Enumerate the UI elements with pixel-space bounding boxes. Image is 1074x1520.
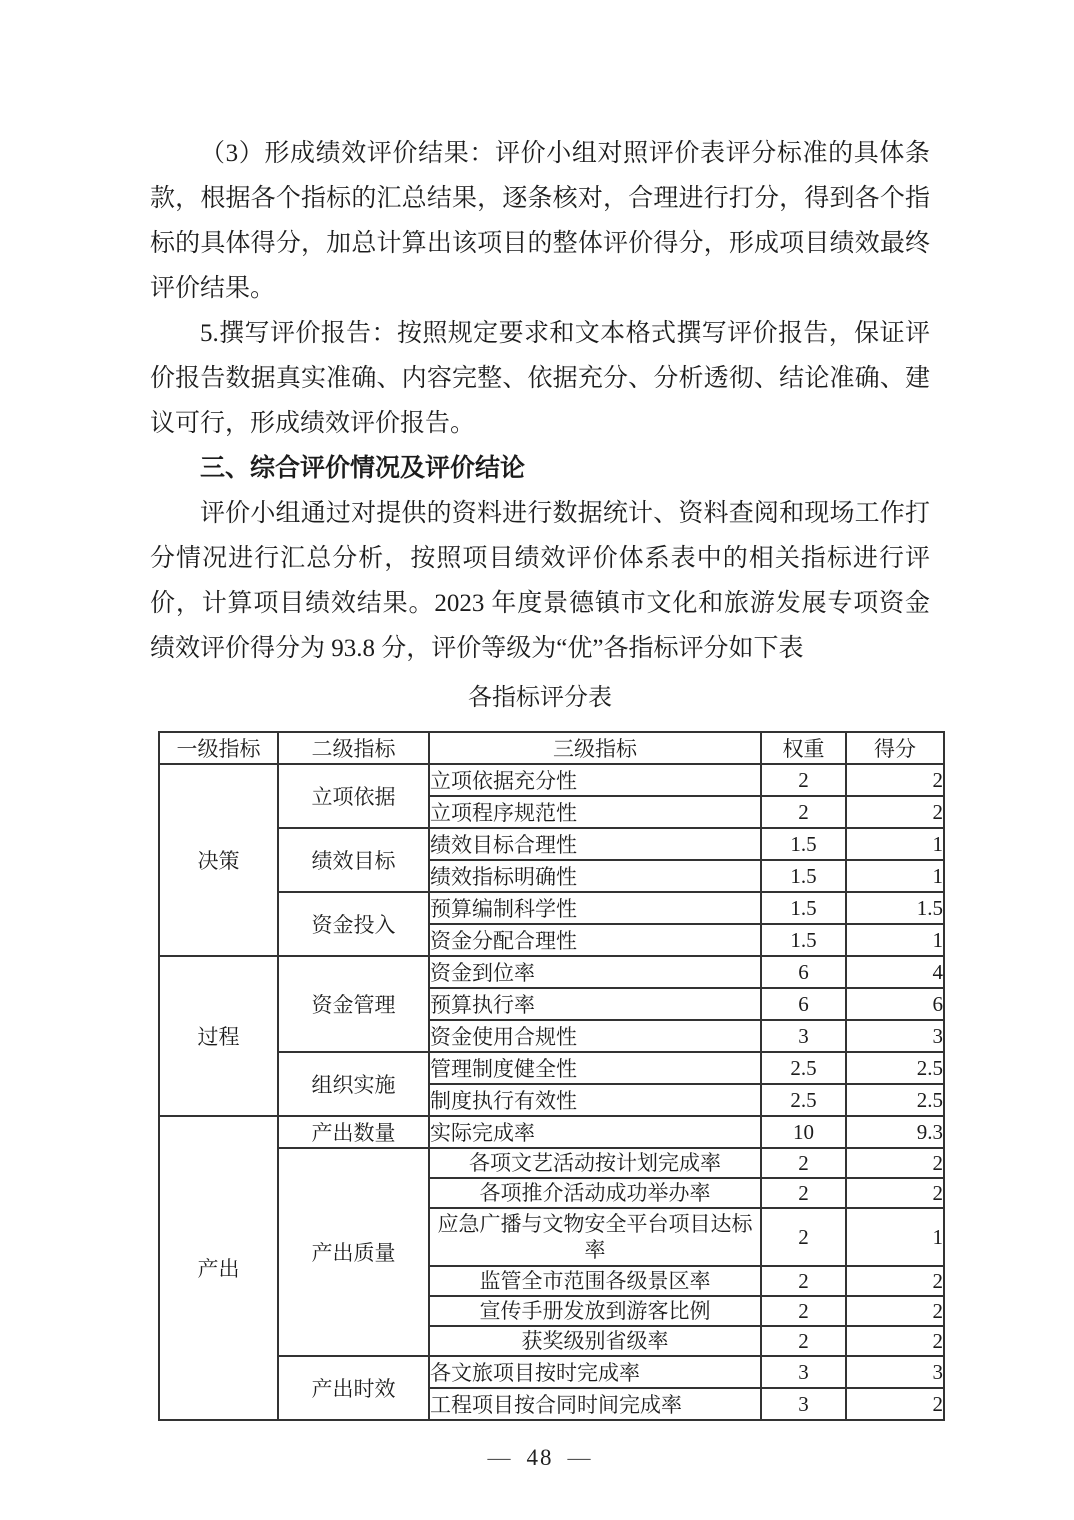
score-cell: 3	[846, 1020, 944, 1052]
footer-dash-left: —	[487, 1445, 513, 1470]
score-cell: 2.5	[846, 1084, 944, 1116]
weight-cell: 1.5	[761, 828, 846, 860]
score-cell: 2	[846, 1326, 944, 1356]
level2-cell: 资金管理	[278, 956, 429, 1052]
paragraph-1: （3）形成绩效评价结果：评价小组对照评价表评分标准的具体条款，根据各个指标的汇总结果，逐条核对，合理进行打分，得到各个指标的具体得分，加总计算出该项目的整体评价得分，形成项目绩效最终评价结果。	[150, 140, 930, 302]
score-cell: 9.3	[846, 1116, 944, 1148]
score-cell: 2.5	[846, 1052, 944, 1084]
level3-cell: 监管全市范围各级景区率	[429, 1266, 761, 1296]
level3-cell: 管理制度健全性	[429, 1052, 761, 1084]
level3-cell: 应急广播与文物安全平台项目达标率	[429, 1208, 761, 1266]
level3-cell: 资金使用合规性	[429, 1020, 761, 1052]
level2-cell: 产出数量	[278, 1116, 429, 1148]
level2-cell: 立项依据	[278, 764, 429, 828]
table-title: 各指标评分表	[468, 685, 612, 711]
score-cell: 2	[846, 1178, 944, 1208]
weight-cell: 2	[761, 1296, 846, 1326]
weight-cell: 2	[761, 796, 846, 828]
weight-cell: 2	[761, 1326, 846, 1356]
level2-cell: 资金投入	[278, 892, 429, 956]
header-level3: 三级指标	[429, 732, 761, 764]
score-cell: 2	[846, 1148, 944, 1178]
score-cell: 2	[846, 1388, 944, 1420]
score-cell: 4	[846, 956, 944, 988]
score-cell: 2	[846, 796, 944, 828]
level3-cell: 实际完成率	[429, 1116, 761, 1148]
page-number: 48	[526, 1445, 554, 1470]
weight-cell: 6	[761, 956, 846, 988]
score-cell: 1	[846, 828, 944, 860]
weight-cell: 1.5	[761, 892, 846, 924]
weight-cell: 2	[761, 1178, 846, 1208]
level3-cell: 获奖级别省级率	[429, 1326, 761, 1356]
paragraph-2: 5.撰写评价报告：按照规定要求和文本格式撰写评价报告，保证评价报告数据真实准确、内容完整、依据充分、分析透彻、结论准确、建议可行，形成绩效评价报告。	[150, 320, 930, 437]
table-header-row	[159, 732, 944, 764]
weight-cell: 2	[761, 1266, 846, 1296]
level1-cell: 决策	[159, 764, 278, 956]
level3-cell: 制度执行有效性	[429, 1084, 761, 1116]
weight-cell: 3	[761, 1356, 846, 1388]
score-cell: 2	[846, 1266, 944, 1296]
table-row	[159, 956, 944, 988]
header-level2: 二级指标	[278, 732, 429, 764]
score-table	[158, 731, 945, 1421]
level3-cell: 预算编制科学性	[429, 892, 761, 924]
section-heading: 三、综合评价情况及评价结论	[200, 455, 526, 482]
score-cell: 2	[846, 1296, 944, 1326]
level2-cell: 产出质量	[278, 1148, 429, 1356]
level3-cell: 资金到位率	[429, 956, 761, 988]
level3-cell: 绩效目标合理性	[429, 828, 761, 860]
header-level1: 一级指标	[159, 732, 278, 764]
level3-cell: 绩效指标明确性	[429, 860, 761, 892]
page-footer	[150, 1443, 930, 1473]
weight-cell: 1.5	[761, 860, 846, 892]
level3-cell: 工程项目按合同时间完成率	[429, 1388, 761, 1420]
level2-cell: 组织实施	[278, 1052, 429, 1116]
level3-cell: 各项推介活动成功举办率	[429, 1178, 761, 1208]
level3-cell: 资金分配合理性	[429, 924, 761, 956]
weight-cell: 2	[761, 1148, 846, 1178]
level3-cell: 各项文艺活动按计划完成率	[429, 1148, 761, 1178]
level1-cell: 产出	[159, 1116, 278, 1420]
footer-dash-right: —	[567, 1445, 593, 1470]
weight-cell: 2	[761, 764, 846, 796]
weight-cell: 10	[761, 1116, 846, 1148]
score-cell: 3	[846, 1356, 944, 1388]
weight-cell: 2.5	[761, 1084, 846, 1116]
level3-cell: 预算执行率	[429, 988, 761, 1020]
level2-cell: 产出时效	[278, 1356, 429, 1420]
weight-cell: 3	[761, 1388, 846, 1420]
header-score: 得分	[846, 732, 944, 764]
level3-cell: 各文旅项目按时完成率	[429, 1356, 761, 1388]
table-row	[159, 764, 944, 796]
score-cell: 1	[846, 1208, 944, 1266]
level3-cell: 宣传手册发放到游客比例	[429, 1296, 761, 1326]
score-cell: 2	[846, 764, 944, 796]
score-cell: 1.5	[846, 892, 944, 924]
header-weight: 权重	[761, 732, 846, 764]
score-cell: 1	[846, 860, 944, 892]
weight-cell: 3	[761, 1020, 846, 1052]
score-cell: 6	[846, 988, 944, 1020]
weight-cell: 1.5	[761, 924, 846, 956]
score-cell: 1	[846, 924, 944, 956]
paragraph-3: 评价小组通过对提供的资料进行数据统计、资料查阅和现场工作打分情况进行汇总分析，按照项目绩效评价体系表中的相关指标进行评价，计算项目绩效结果。2023 年度景德镇市文化和旅游发展专项资金绩效评价得分为 93.8 分，评价等级为“优”各指标评分如下表	[150, 500, 930, 662]
table-row	[159, 1116, 944, 1148]
level1-cell: 过程	[159, 956, 278, 1116]
level2-cell: 绩效目标	[278, 828, 429, 892]
weight-cell: 2.5	[761, 1052, 846, 1084]
level3-cell: 立项依据充分性	[429, 764, 761, 796]
level3-cell: 立项程序规范性	[429, 796, 761, 828]
weight-cell: 2	[761, 1208, 846, 1266]
weight-cell: 6	[761, 988, 846, 1020]
